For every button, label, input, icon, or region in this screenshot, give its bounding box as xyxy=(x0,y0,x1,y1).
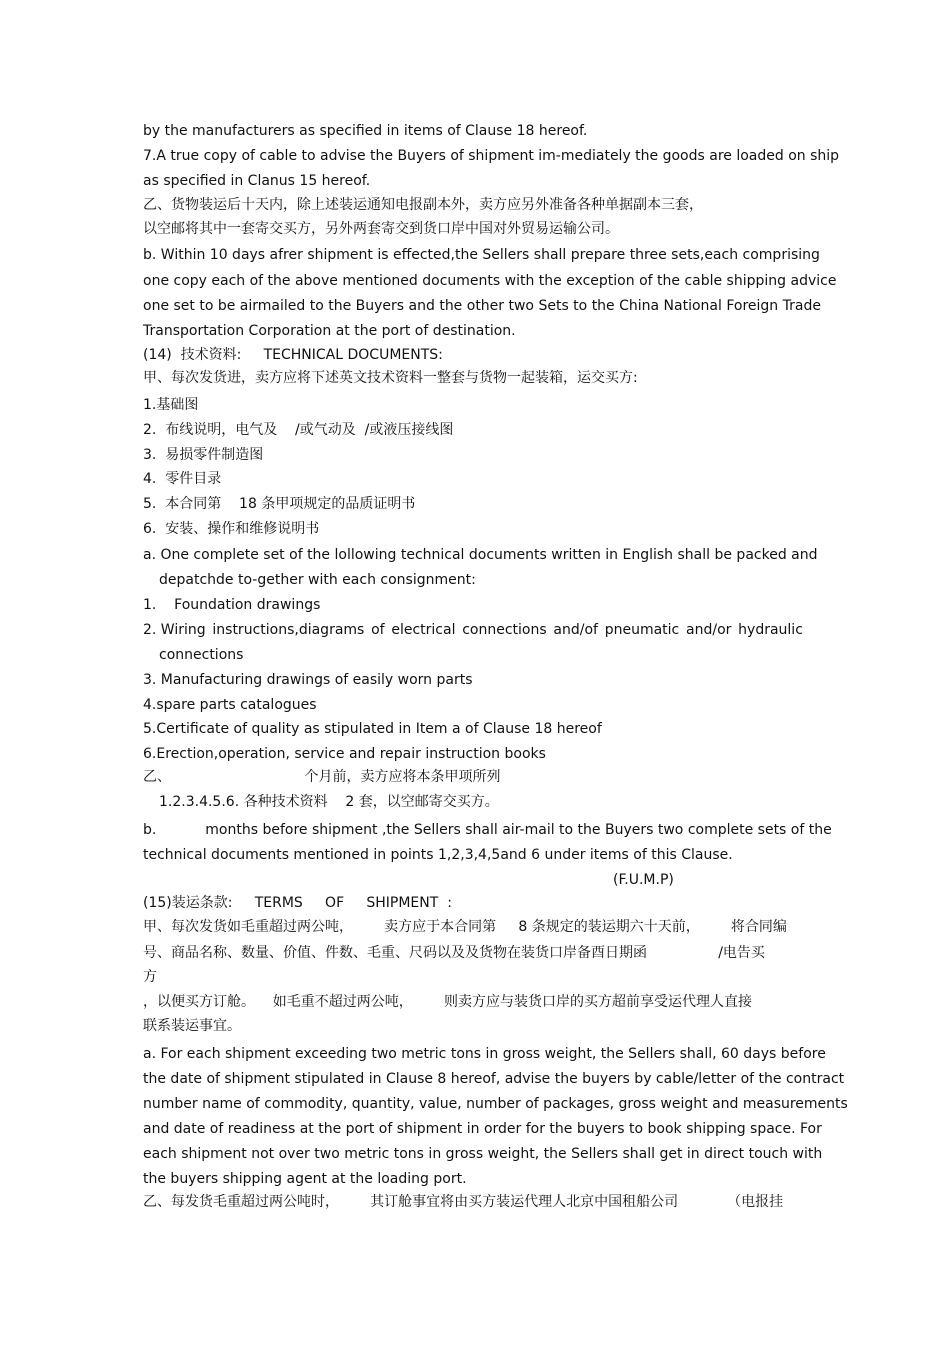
word: connections xyxy=(462,622,547,638)
text-line: 以空邮将其中一套寄交买方，另外两套寄交到货口岸中国对外贸易运输公司。 xyxy=(143,221,619,237)
text-line: 1.2.3.4.5.6. 各种技术资料 2 套，以空邮寄交买方。 xyxy=(159,794,499,810)
text-line: 联系装运事宜。 xyxy=(143,1018,241,1034)
text-line: one copy each of the above mentioned documents with the exception of the cable shipping advice xyxy=(143,273,837,289)
text-line: 甲、每次发货如毛重超过两公吨， 卖方应于本合同第 8 条规定的装运期六十天前， 将合同编 xyxy=(143,919,787,935)
text-line: 甲、每次发货进，卖方应将下述英文技术资料一整套与货物一起装箱，运交买方: xyxy=(143,370,638,386)
section-heading: (14) 技术资料: TECHNICAL DOCUMENTS: xyxy=(143,347,443,363)
text-line: ，以便买方订舱。 如毛重不超过两公吨， 则卖方应与装货口岸的买方超前享受运代理人直接 xyxy=(143,994,752,1010)
text-line: depatchde to-gether with each consignment: xyxy=(159,572,476,588)
list-item: 3. 易损零件制造图 xyxy=(143,447,264,463)
word: of xyxy=(371,622,385,638)
word: hydraulic xyxy=(738,622,803,638)
list-item: 1.基础图 xyxy=(143,397,199,413)
text-line: as specified in Clanus 15 hereof. xyxy=(143,173,371,189)
text-line: (F.U.M.P) xyxy=(613,872,674,888)
list-item: 5.Certificate of quality as stipulated in Item a of Clause 18 hereof xyxy=(143,721,602,737)
list-item: 1. Foundation drawings xyxy=(143,597,321,613)
word: electrical xyxy=(391,622,456,638)
text-line: and date of readiness at the port of shipment in order for the buyers to book shipping space. For xyxy=(143,1121,822,1137)
text-line: connections xyxy=(159,647,244,663)
list-item: 5. 本合同第 18 条甲项规定的品质证明书 xyxy=(143,496,416,512)
word: instructions,diagrams xyxy=(212,622,365,638)
text-line: the date of shipment stipulated in Clause 8 hereof, advise the buyers by cable/letter of the contract xyxy=(143,1071,845,1087)
list-item: 3. Manufacturing drawings of easily worn parts xyxy=(143,672,473,688)
list-item-justified xyxy=(143,621,803,639)
text-line: 方 xyxy=(143,969,157,985)
text-line: Transportation Corporation at the port of destination. xyxy=(143,323,516,339)
list-item: 4. 零件目录 xyxy=(143,471,222,487)
text-line: 乙、货物装运后十天内，除上述装运通知电报副本外，卖方应另外准备各种单据副本三套， xyxy=(143,197,703,213)
list-item: 2. 布线说明，电气及 /或气动及 /或液压接线图 xyxy=(143,422,454,438)
word: 2. Wiring xyxy=(143,622,206,638)
text-line: 乙、每发货毛重超过两公吨时， 其订舱事宜将由买方装运代理人北京中国租船公司 （电报挂 xyxy=(143,1194,784,1210)
word: pneumatic xyxy=(604,622,680,638)
text-line: a. For each shipment exceeding two metric tons in gross weight, the Sellers shall, 60 days before xyxy=(143,1046,826,1062)
list-item: 6.Erection,operation, service and repair instruction books xyxy=(143,746,546,762)
text-line: by the manufacturers as specified in items of Clause 18 hereof. xyxy=(143,123,588,139)
text-line: b. Within 10 days afrer shipment is effected,the Sellers shall prepare three sets,each comprising xyxy=(143,247,820,263)
list-item: 6. 安装、操作和维修说明书 xyxy=(143,521,320,537)
text-line: 乙、 个月前，卖方应将本条甲项所列 xyxy=(143,769,501,785)
text-line: technical documents mentioned in points 1,2,3,4,5and 6 under items of this Clause. xyxy=(143,847,733,863)
word: and/or xyxy=(686,622,732,638)
text-line: each shipment not over two metric tons in gross weight, the Sellers shall get in direct touch with xyxy=(143,1146,823,1162)
text-line: 号、商品名称、数量、价值、件数、毛重、尺码以及及货物在装货口岸备酉日期函 /电告买 xyxy=(143,945,765,961)
list-item: 4.spare parts catalogues xyxy=(143,697,317,713)
text-line: the buyers shipping agent at the loading port. xyxy=(143,1171,467,1187)
text-line: 7.A true copy of cable to advise the Buyers of shipment im-mediately the goods are loaded on ship xyxy=(143,148,840,164)
text-line: one set to be airmailed to the Buyers and the other two Sets to the China National Foreign Trade xyxy=(143,298,821,314)
text-line: number name of commodity, quantity, value, number of packages, gross weight and measurements xyxy=(143,1096,848,1112)
text-line: a. One complete set of the lollowing technical documents written in English shall be packed and xyxy=(143,547,818,563)
section-heading: (15)装运条款: TERMS OF SHIPMENT : xyxy=(143,895,452,911)
word: and/of xyxy=(553,622,598,638)
text-line: b. months before shipment ,the Sellers shall air-mail to the Buyers two complete sets of the xyxy=(143,822,832,838)
